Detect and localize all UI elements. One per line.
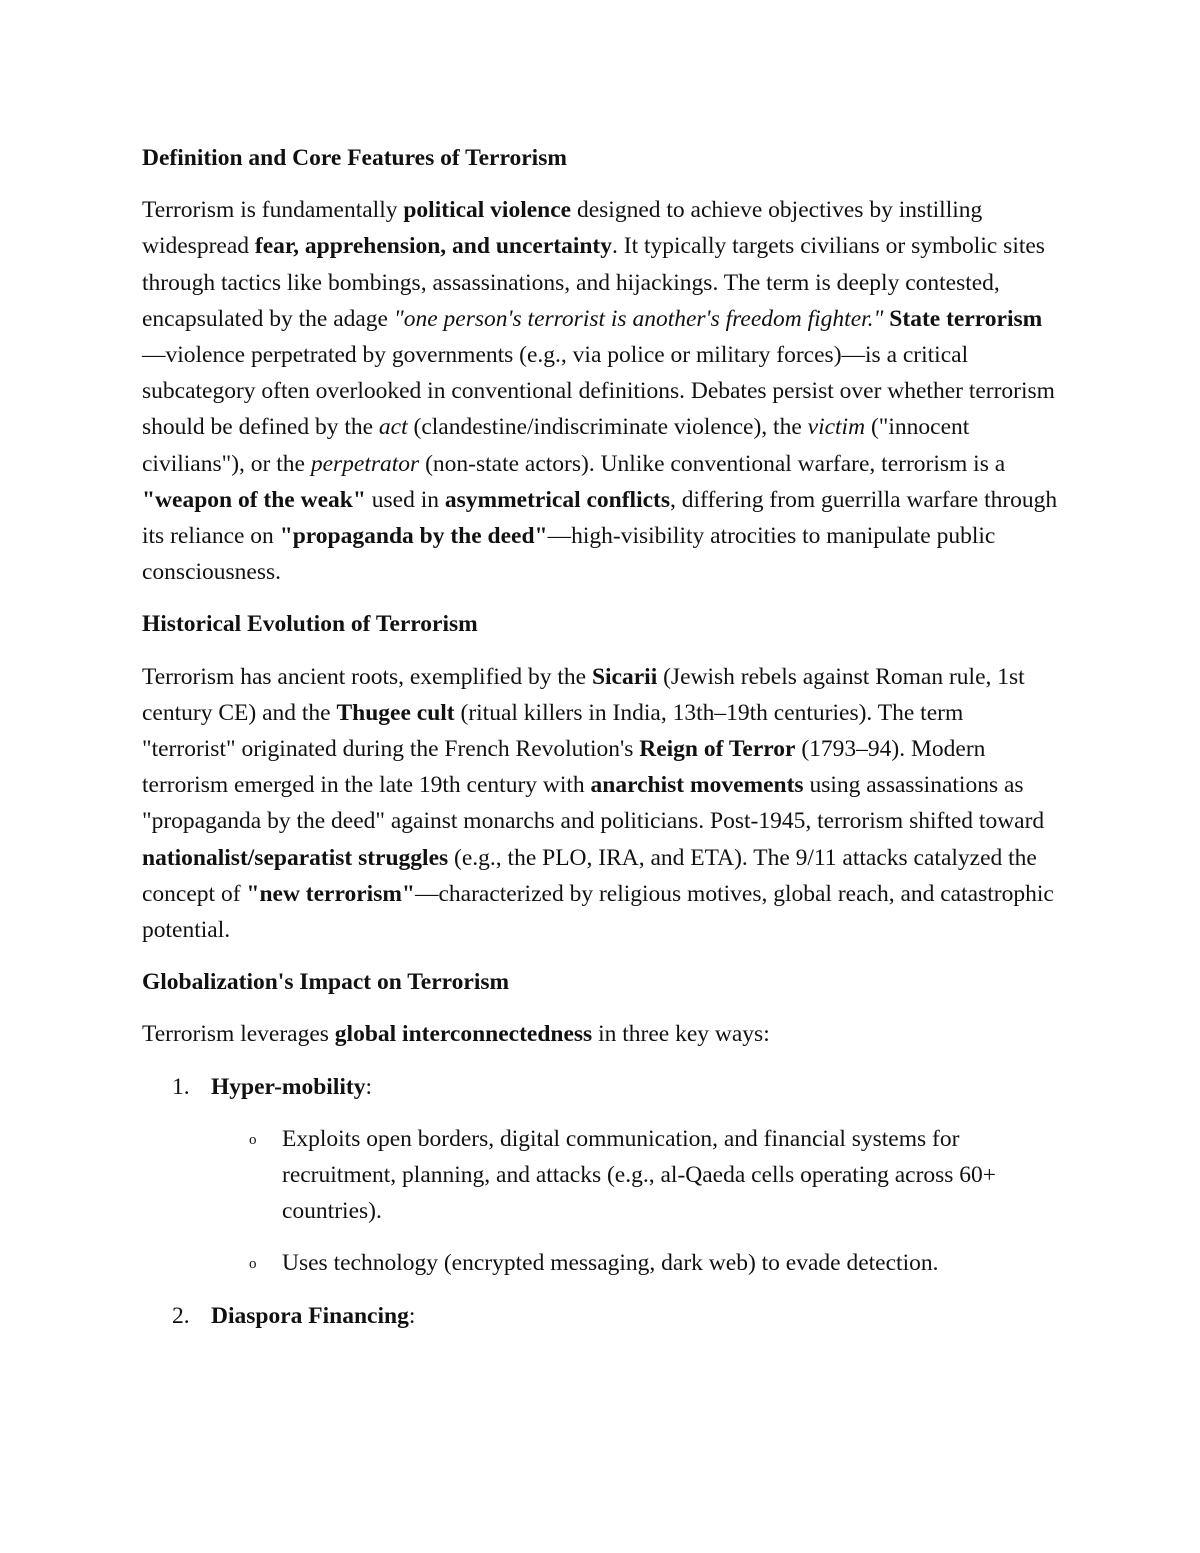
bold-term: "weapon of the weak": [142, 486, 366, 513]
bold-term: nationalist/separatist struggles: [142, 844, 449, 871]
text-run: Terrorism is fundamentally: [142, 197, 404, 224]
text-run: (ritual killers in India, 13th–19th centuries). The term "terrorist" originated during the French Revolution's: [142, 699, 964, 763]
list-item-colon: :: [408, 1302, 416, 1329]
text-run: . It typically targets civilians or symbolic sites through tactics like bombings, assassinations, and hijackings. The term is deeply contested, encapsulated by the adage: [142, 233, 1045, 332]
bold-term: Sicarii: [591, 663, 658, 690]
bullet-item: [211, 1121, 1062, 1230]
text-run: Terrorism leverages: [142, 1021, 335, 1048]
bold-term: asymmetrical conflicts: [444, 486, 671, 513]
text-run: used in: [365, 486, 445, 513]
bullet-text: Uses technology (encrypted messaging, dark web) to evade detection.: [282, 1250, 939, 1277]
bold-term: Thugee cult: [336, 699, 455, 726]
text-run: , differing from guerrilla warfare through its reliance on: [142, 486, 1058, 550]
document-page: [142, 140, 1062, 1350]
text-run: ("innocent civilians"), or the: [142, 414, 970, 477]
italic-quote: "one person's terrorist is another's freedom fighter.": [393, 305, 884, 332]
list-number: 1.: [172, 1073, 190, 1100]
italic-term: victim: [807, 414, 866, 441]
bullet-list: [211, 1121, 1062, 1282]
bold-term: political violence: [403, 197, 572, 224]
bold-term: anarchist movements: [590, 772, 804, 799]
definition-paragraph: [142, 192, 1062, 590]
section-heading-definition: Definition and Core Features of Terrorism: [142, 145, 567, 171]
italic-term: act: [378, 414, 408, 441]
text-run: (1793–94). Modern terrorism emerged in the late 19th century with: [142, 736, 986, 799]
globalization-intro: [142, 1016, 1062, 1052]
text-run: in three key ways:: [592, 1021, 770, 1048]
bold-term: "new terrorism": [246, 880, 415, 907]
bold-term: Reign of Terror: [639, 736, 796, 763]
section-heading-globalization: Globalization's Impact on Terrorism: [142, 969, 510, 996]
list-number: 2.: [172, 1302, 190, 1329]
text-run: —high-visibility atrocities to manipulate public consciousness.: [142, 523, 996, 586]
bold-term: State terrorism: [889, 305, 1043, 332]
text-run: Terrorism has ancient roots, exemplified by the: [142, 663, 592, 690]
text-run: designed to achieve objectives by instilling widespread: [142, 197, 983, 260]
text-run: —violence perpetrated by governments (e.g., via police or military forces)—is a critical subcategory often overlooked in conventional definitions. Debates persist over whether terrorism should be defined by the: [142, 342, 1055, 441]
text-run: using assassinations as "propaganda by the deed" against monarchs and politicians. Post-1945, terrorism shifted toward: [142, 772, 1045, 835]
text-run: (clandestine/indiscriminate violence), the: [407, 414, 808, 441]
text-run: (e.g., the PLO, IRA, and ETA). The 9/11 attacks catalyzed the concept of: [142, 844, 1037, 907]
italic-term: perpetrator: [310, 450, 420, 477]
text-run: (Jewish rebels against Roman rule, 1st century CE) and the: [142, 663, 1025, 726]
list-item-title: Diaspora Financing: [211, 1302, 409, 1329]
list-item-title: Hyper-mobility: [211, 1073, 366, 1100]
bold-term: global interconnectedness: [334, 1021, 593, 1048]
bullet-marker: o: [249, 1256, 257, 1273]
bullet-item: [211, 1245, 1062, 1281]
list-item-colon: :: [365, 1073, 373, 1100]
text-run: (non-state actors). Unlike conventional warfare, terrorism is a: [419, 450, 1006, 477]
history-paragraph: [142, 659, 1062, 949]
section-heading-history: Historical Evolution of Terrorism: [142, 611, 478, 638]
text-run: —characterized by religious motives, global reach, and catastrophic potential.: [142, 880, 1054, 944]
bold-term: fear, apprehension, and uncertainty: [254, 233, 613, 260]
numbered-list: [142, 1069, 1062, 1334]
list-item-diaspora-financing: [142, 1298, 1062, 1334]
bullet-marker: o: [249, 1131, 257, 1148]
bullet-text: Exploits open borders, digital communication, and financial systems for recruitment, planning, and attacks (e.g., al-Qaeda cells operating across 60+ countries).: [282, 1125, 997, 1225]
list-item-hyper-mobility: [142, 1069, 1062, 1282]
bold-term: "propaganda by the deed": [279, 523, 548, 550]
